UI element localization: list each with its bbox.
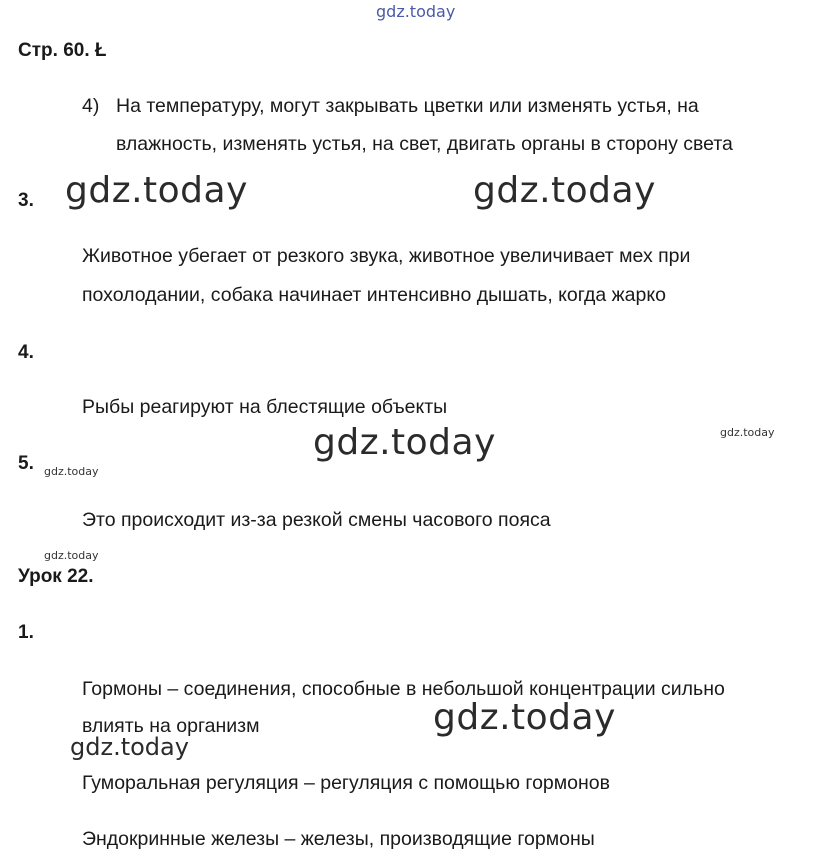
- question-4-line-1: Рыбы реагируют на блестящие объекты: [82, 396, 448, 418]
- question-3-number: 3.: [18, 190, 34, 211]
- question-3-line-1: Животное убегает от резкого звука, животное увеличивает мех при: [82, 245, 691, 267]
- watermark-mid: gdz.today: [70, 733, 189, 761]
- lesson-question-1-line-2: влиять на организм: [82, 715, 260, 737]
- item-4-line-1: На температуру, могут закрывать цветки или изменять устья, на: [116, 95, 699, 117]
- lesson-question-1-line-1: Гормоны – соединения, способные в небольшой концентрации сильно: [82, 678, 725, 700]
- watermark-big: gdz.today: [65, 170, 248, 211]
- watermark-big: gdz.today: [313, 422, 496, 463]
- watermark-big: gdz.today: [473, 170, 656, 211]
- watermark-small: gdz.today: [720, 426, 775, 439]
- lesson-heading: Урок 22.: [18, 566, 94, 587]
- lesson-question-1-number: 1.: [18, 622, 34, 643]
- watermark-top: gdz.today: [376, 2, 456, 21]
- watermark-small: gdz.today: [44, 549, 99, 562]
- item-4-number: 4): [82, 95, 100, 117]
- question-3-line-2: похолодании, собака начинает интенсивно дышать, когда жарко: [82, 284, 666, 306]
- watermark-small: gdz.today: [44, 465, 99, 478]
- page-heading: Стр. 60. Ł: [18, 40, 107, 61]
- question-5-number: 5.: [18, 453, 34, 474]
- item-4-line-2: влажность, изменять устья, на свет, двигать органы в сторону света: [116, 133, 733, 155]
- lesson-question-1-line-4: Эндокринные железы – железы, производящие гормоны: [82, 828, 595, 850]
- watermark-big: gdz.today: [433, 697, 616, 738]
- question-4-number: 4.: [18, 342, 34, 363]
- question-5-line-1: Это происходит из-за резкой смены часового пояса: [82, 509, 551, 531]
- lesson-question-1-line-3: Гуморальная регуляция – регуляция с помощью гормонов: [82, 772, 610, 794]
